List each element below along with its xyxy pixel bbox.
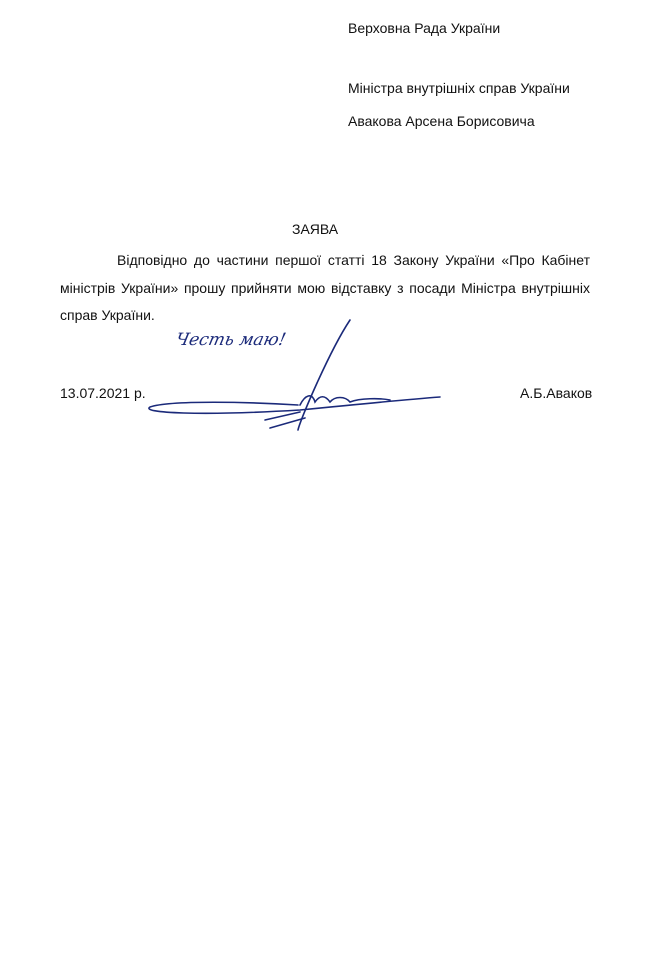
handwritten-note: Честь маю! — [173, 330, 288, 350]
body-line-1: Відповідно до частини першої статті 18 Закону України «Про Кабінет — [117, 252, 590, 268]
body-line-2: міністрів України» прошу прийняти мою відставку з посади Міністра внутрішніх — [60, 279, 590, 296]
addressee-line-2: Міністра внутрішніх справ України — [348, 80, 570, 96]
signer-name: А.Б.Аваков — [520, 385, 593, 401]
document-title: ЗАЯВА — [292, 221, 339, 237]
addressee-line-3: Авакова Арсена Борисовича — [348, 113, 535, 129]
body-line-3: справ України. — [60, 307, 155, 323]
addressee-line-1: Верховна Рада України — [348, 20, 501, 36]
date: 13.07.2021 р. — [60, 385, 146, 401]
